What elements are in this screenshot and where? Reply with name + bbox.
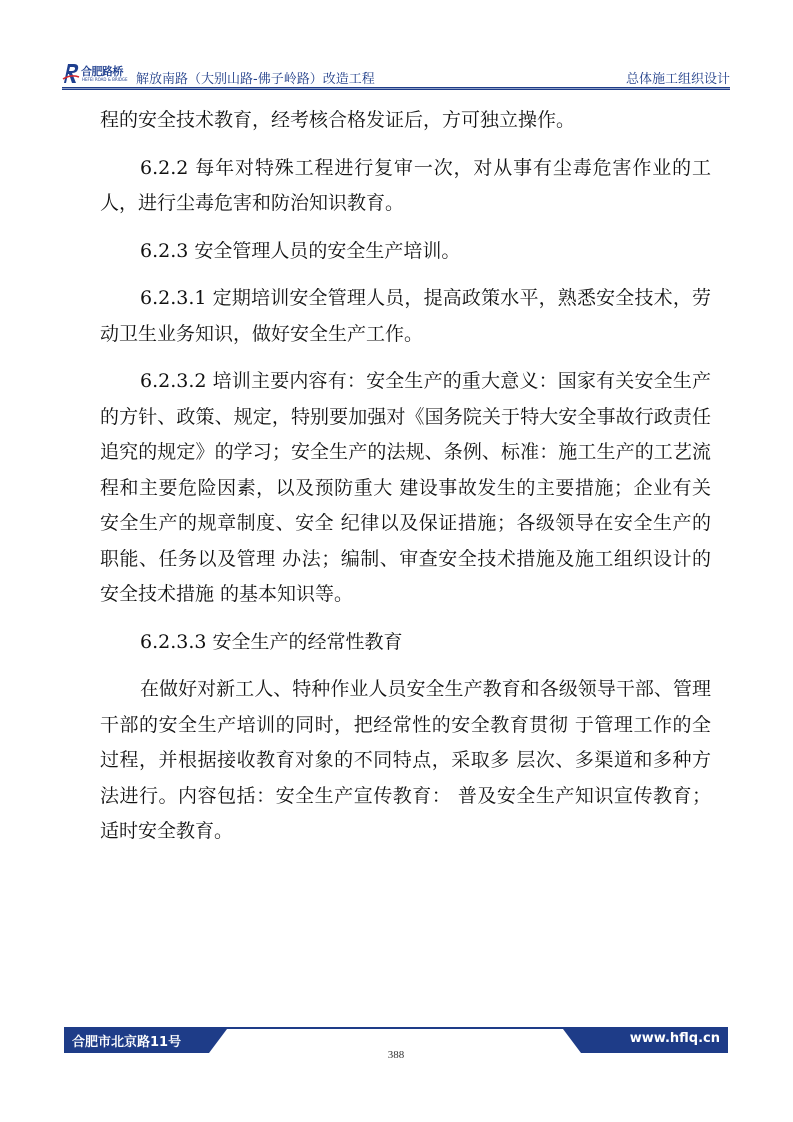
paragraph: 6.2.3 安全管理人员的安全生产培训。 [140, 239, 461, 262]
logo-text: 合肥路桥 [81, 65, 123, 78]
footer-website: www.hflq.cn [629, 1031, 720, 1046]
company-logo [62, 62, 126, 84]
section-title: 总体施工组织设计 [625, 72, 730, 87]
logo-subtext: HEFEI ROAD & BRIDGE [82, 77, 128, 82]
logo-mark-icon [62, 62, 80, 84]
header-divider [62, 87, 730, 90]
paragraph: 程的安全技术教育，经考核合格发证后，方可独立操作。 [100, 109, 576, 131]
footer-address: 合肥市北京路11号 [72, 1035, 182, 1050]
project-title: 解放南路（大别山路-佛子岭路）改造工程 [136, 72, 375, 87]
page-number: 388 [387, 1049, 405, 1061]
paragraph: 6.2.3.2 培训主要内容有：安全生产的重大意义：国家有关安全生产 的方针、政策、规定，特别要加强对《国务院关于特大安全事故行政责任追究的规定》的学习；安全生产的法规、条例、标准：施工生产的工艺流程和主要危险因素，以及预防重大 建设事故发生的主要措施；企业有关安全生产的规章制度、安全 纪律以及保证措施；各级领导在安全生产的职能、任务以及管理 办法；编制、审查安全技术措施及施工组织设计的安全技术措施 的基本知识等。 [100, 370, 711, 605]
paragraph: 在做好对新工人、特种作业人员安全生产教育和各级领导干部、管理干部的安全生产培训的同时，把经常性的安全教育贯彻 于管理工作的全过程，并根据接收教育对象的不同特点，采取多 层次、多渠道和多种方法进行。内容包括：安全生产宣传教育： 普及安全生产知识宣传教育；适时安全教育。 [100, 678, 711, 842]
paragraph: 6.2.3.1 定期培训安全管理人员，提高政策水平，熟悉安全技术，劳动卫生业务知识，做好安全生产工作。 [100, 287, 711, 345]
document-body [100, 103, 711, 850]
page-header [62, 58, 730, 90]
page-footer [64, 1027, 728, 1077]
paragraph: 6.2.3.3 安全生产的经常性教育 [140, 630, 403, 653]
paragraph: 6.2.2 每年对特殊工程进行复审一次，对从事有尘毒危害作业的工人，进行尘毒危害和防治知识教育。 [100, 156, 711, 214]
